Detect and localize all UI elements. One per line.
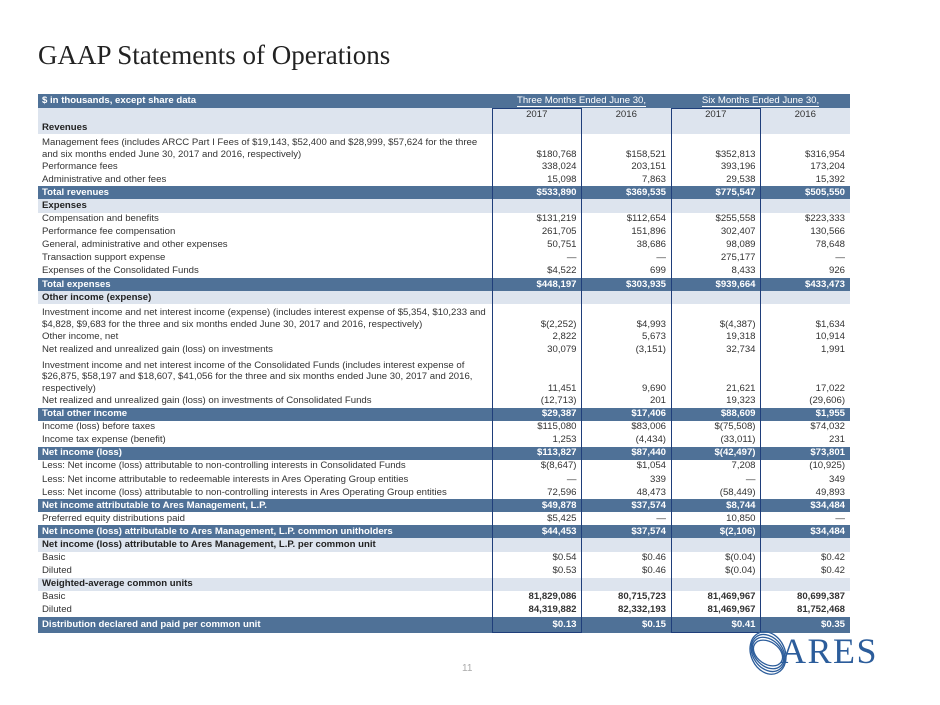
table-row <box>38 604 850 617</box>
row-value: $(0.04) <box>725 552 756 564</box>
row-label: Weighted-average common units <box>38 578 492 591</box>
row-value: $0.53 <box>552 565 577 577</box>
row-value: 349 <box>829 473 846 485</box>
row-value: 339 <box>650 473 667 485</box>
row-value: $34,484 <box>761 525 851 538</box>
row-value <box>671 199 761 212</box>
row-value: $0.46 <box>642 552 667 564</box>
table-row <box>38 278 850 291</box>
row-label: Basic <box>42 591 66 603</box>
table-row <box>38 473 850 486</box>
table-row <box>38 213 850 226</box>
table-row <box>38 356 850 394</box>
table-row <box>38 394 850 407</box>
row-value: 30,079 <box>547 343 577 355</box>
row-value: $0.42 <box>821 565 846 577</box>
row-value: 98,089 <box>726 239 756 251</box>
table-row <box>38 186 850 199</box>
row-value: $112,654 <box>626 213 667 225</box>
row-value: 32,734 <box>726 343 756 355</box>
table-row <box>38 565 850 578</box>
row-label: Transaction support expense <box>42 252 166 264</box>
table-row <box>38 512 850 525</box>
row-value: $533,890 <box>492 186 582 199</box>
row-value <box>761 199 851 212</box>
row-value: $29,387 <box>492 408 582 421</box>
row-label: Compensation and benefits <box>42 213 159 225</box>
table-row <box>38 617 850 633</box>
row-label: Revenues <box>38 121 492 134</box>
row-value: $0.46 <box>642 565 667 577</box>
row-label: Expenses <box>38 199 492 212</box>
row-value: $73,801 <box>761 447 851 460</box>
row-value: — <box>745 473 756 485</box>
row-value: $5,425 <box>547 512 577 524</box>
row-value: $(0.04) <box>725 565 756 577</box>
header-six-months-label: Six Months Ended June 30, <box>701 95 820 106</box>
row-value: 78,648 <box>815 239 846 251</box>
year-header: 2016 <box>582 108 672 121</box>
row-value: $255,558 <box>715 213 756 225</box>
row-label: Less: Net income (loss) attributable to non-controlling interests in Consolidated Funds <box>42 460 406 472</box>
row-value: $0.42 <box>821 552 846 564</box>
table-row <box>38 252 850 265</box>
row-value: $17,406 <box>582 408 672 421</box>
row-value: 926 <box>829 265 846 277</box>
table-row <box>38 134 850 160</box>
row-value: (29,606) <box>809 394 846 406</box>
row-value: — <box>835 512 846 524</box>
row-value: $433,473 <box>761 278 851 291</box>
row-value: $74,032 <box>810 421 846 433</box>
statements-table <box>38 94 850 633</box>
row-label: Net income (loss) <box>38 447 492 460</box>
row-label: Total revenues <box>38 186 492 199</box>
row-value: $113,827 <box>492 447 582 460</box>
row-value: (3,151) <box>635 343 667 355</box>
row-value: $4,522 <box>547 265 577 277</box>
row-value: 10,850 <box>726 512 756 524</box>
table-row <box>38 552 850 565</box>
row-value: $1,634 <box>815 318 846 330</box>
row-value: $115,080 <box>537 421 577 433</box>
row-value: 203,151 <box>631 160 667 172</box>
row-value <box>492 291 582 304</box>
row-value: $180,768 <box>536 148 577 160</box>
row-value: 7,208 <box>731 460 756 472</box>
row-label: Total other income <box>38 408 492 421</box>
row-value: 80,715,723 <box>618 591 667 603</box>
row-value: 19,323 <box>726 394 756 406</box>
row-label: Performance fee compensation <box>42 226 176 238</box>
table-row <box>38 434 850 447</box>
row-value: 11,451 <box>547 382 577 394</box>
row-label: Diluted <box>42 565 72 577</box>
row-value: 302,407 <box>720 226 756 238</box>
table-year-row <box>38 108 850 121</box>
row-label: Total expenses <box>38 278 492 291</box>
row-value: $37,574 <box>582 525 672 538</box>
row-value: $316,954 <box>805 148 846 160</box>
row-label: General, administrative and other expenses <box>42 239 228 251</box>
row-label: Basic <box>42 552 66 564</box>
row-label: Investment income and net interest income (expense) (includes interest expense of $5,354, $10,233 and $4,828, $9,683 for the three and six months ended June 30, 2017 and 2016, respectively) <box>42 307 486 330</box>
row-value: $(42,497) <box>671 447 761 460</box>
row-value: — <box>835 252 846 264</box>
row-value: 231 <box>829 434 846 446</box>
row-value: 80,699,387 <box>797 591 846 603</box>
table-row <box>38 408 850 421</box>
row-value: $(4,387) <box>719 318 756 330</box>
row-value: 84,319,882 <box>528 604 577 616</box>
row-value: — <box>656 512 667 524</box>
row-value: 275,177 <box>720 252 756 264</box>
row-value: $0.35 <box>761 617 851 633</box>
row-value: (10,925) <box>809 460 846 472</box>
row-value: $8,744 <box>671 499 761 512</box>
row-value: 72,596 <box>547 486 577 498</box>
row-value: 7,863 <box>642 173 667 185</box>
row-value: 15,392 <box>815 173 846 185</box>
row-value <box>671 121 761 134</box>
row-value <box>492 538 582 551</box>
row-value <box>582 291 672 304</box>
row-label: Distribution declared and paid per common unit <box>38 617 492 633</box>
row-value: $44,453 <box>492 525 582 538</box>
row-label: Management fees (includes ARCC Part I Fees of $19,143, $52,400 and $28,999, $57,624 for the three and six months ended June 30, 2017 and 2016, respectively) <box>42 137 478 160</box>
row-value: $1,054 <box>636 460 667 472</box>
table-row <box>38 460 850 473</box>
row-label: Income (loss) before taxes <box>42 421 156 433</box>
table-row <box>38 447 850 460</box>
row-value: 338,024 <box>541 160 577 172</box>
table-row <box>38 199 850 212</box>
logo-wordmark: ARES <box>780 631 879 671</box>
row-value: $775,547 <box>671 186 761 199</box>
row-value <box>671 538 761 551</box>
row-value: 10,914 <box>815 330 846 342</box>
row-value: $(8,647) <box>540 460 577 472</box>
row-value: $88,609 <box>671 408 761 421</box>
year-row-spacer <box>38 108 492 121</box>
row-value: 17,022 <box>815 382 846 394</box>
row-value: $49,878 <box>492 499 582 512</box>
row-value: 151,896 <box>631 226 667 238</box>
row-value: $448,197 <box>492 278 582 291</box>
table-row <box>38 226 850 239</box>
row-value: $(75,508) <box>714 421 756 433</box>
row-value: 8,433 <box>731 265 756 277</box>
row-value: $369,535 <box>582 186 672 199</box>
row-value <box>761 538 851 551</box>
table-row <box>38 591 850 604</box>
table-row <box>38 173 850 186</box>
row-label: Investment income and net interest income of the Consolidated Funds (includes interest expense of $26,875, $58,197 and $18,607, $41,056 for the three and six months ended June 30, 2017 and 2016, respectively) <box>42 359 473 394</box>
row-label: Diluted <box>42 604 72 616</box>
table-header-row <box>38 94 850 108</box>
row-value: 15,098 <box>547 173 577 185</box>
row-label: Expenses of the Consolidated Funds <box>42 265 199 277</box>
row-value: $223,333 <box>805 213 846 225</box>
row-value: $37,574 <box>582 499 672 512</box>
row-value <box>582 199 672 212</box>
table-row <box>38 304 850 330</box>
row-value: (4,434) <box>635 434 667 446</box>
row-value: (33,011) <box>720 434 756 446</box>
row-value: $(2,252) <box>540 318 577 330</box>
row-value <box>761 291 851 304</box>
row-label: Net realized and unrealized gain (loss) on investments <box>42 343 273 355</box>
header-three-months <box>492 94 671 108</box>
row-value: $34,484 <box>761 499 851 512</box>
table-row <box>38 499 850 512</box>
table-row <box>38 330 850 343</box>
row-label: Net income (loss) attributable to Ares Management, L.P. common unitholders <box>38 525 492 538</box>
table-row <box>38 486 850 499</box>
header-units-label: $ in thousands, except share data <box>38 94 492 108</box>
row-value: 82,332,193 <box>618 604 667 616</box>
row-value: 5,673 <box>642 330 667 342</box>
row-value: 173,204 <box>810 160 846 172</box>
row-value: 50,751 <box>547 239 577 251</box>
row-label: Administrative and other fees <box>42 173 167 185</box>
row-value: 21,621 <box>726 382 756 394</box>
row-value: 38,686 <box>636 239 667 251</box>
row-value: $158,521 <box>626 148 667 160</box>
row-value <box>671 578 761 591</box>
row-value: $83,006 <box>631 421 667 433</box>
row-label: Other income (expense) <box>38 291 492 304</box>
row-value: — <box>566 252 577 264</box>
row-value: $0.41 <box>671 617 761 633</box>
row-value <box>582 121 672 134</box>
row-value: 1,991 <box>821 343 846 355</box>
table-row <box>38 525 850 538</box>
row-value: 201 <box>650 394 667 406</box>
row-value: $4,993 <box>636 318 667 330</box>
row-label: Preferred equity distributions paid <box>42 512 185 524</box>
table-row <box>38 160 850 173</box>
row-label: Net income (loss) attributable to Ares Management, L.P. per common unit <box>38 538 492 551</box>
row-value <box>761 121 851 134</box>
table-row <box>38 291 850 304</box>
row-label: Net realized and unrealized gain (loss) on investments of Consolidated Funds <box>42 394 372 406</box>
row-value: 699 <box>650 265 667 277</box>
row-value <box>671 291 761 304</box>
row-label: Less: Net income (loss) attributable to non-controlling interests in Ares Operating Group entities <box>42 486 447 498</box>
statements-table-wrapper <box>38 94 850 633</box>
row-value <box>492 578 582 591</box>
row-value: — <box>566 473 577 485</box>
header-six-months <box>671 94 850 108</box>
row-value: 2,822 <box>552 330 577 342</box>
row-value: $131,219 <box>536 213 577 225</box>
row-label: Net income attributable to Ares Management, L.P. <box>38 499 492 512</box>
table-row <box>38 239 850 252</box>
row-value: $505,550 <box>761 186 851 199</box>
row-value: 130,566 <box>810 226 846 238</box>
row-value: 29,538 <box>726 173 756 185</box>
row-value <box>492 121 582 134</box>
row-label: Less: Net income attributable to redeemable interests in Ares Operating Group entities <box>42 473 409 485</box>
header-three-months-label: Three Months Ended June 30, <box>516 95 647 106</box>
row-value: 81,469,967 <box>707 604 756 616</box>
row-value: (12,713) <box>540 394 577 406</box>
row-value: $0.15 <box>582 617 672 633</box>
row-value: $87,440 <box>582 447 672 460</box>
row-value: 81,752,468 <box>797 604 846 616</box>
table-row <box>38 265 850 278</box>
row-value: $1,955 <box>761 408 851 421</box>
row-value: $0.54 <box>552 552 577 564</box>
row-value <box>582 578 672 591</box>
row-value <box>582 538 672 551</box>
year-header: 2017 <box>492 108 582 121</box>
row-value: 49,893 <box>815 486 846 498</box>
row-label: Income tax expense (benefit) <box>42 434 166 446</box>
row-value: $0.13 <box>492 617 582 633</box>
row-value: $303,935 <box>582 278 672 291</box>
year-header: 2017 <box>671 108 761 121</box>
row-value: 1,253 <box>552 434 577 446</box>
page-title: GAAP Statements of Operations <box>38 40 391 70</box>
row-label: Other income, net <box>42 330 119 342</box>
row-value: 393,196 <box>720 160 756 172</box>
row-value: 261,705 <box>541 226 577 238</box>
row-value: 81,469,967 <box>707 591 756 603</box>
row-value: 9,690 <box>642 382 667 394</box>
row-value: $(2,106) <box>671 525 761 538</box>
table-row <box>38 578 850 591</box>
row-value: 48,473 <box>636 486 667 498</box>
row-value: — <box>656 252 667 264</box>
row-value <box>761 578 851 591</box>
table-row <box>38 121 850 134</box>
row-value: (58,449) <box>719 486 756 498</box>
row-value <box>492 199 582 212</box>
row-value: 19,318 <box>726 330 756 342</box>
row-label: Performance fees <box>42 160 118 172</box>
page-number: 11 <box>462 663 473 674</box>
year-header: 2016 <box>761 108 851 121</box>
row-value: 81,829,086 <box>528 591 577 603</box>
table-row <box>38 538 850 551</box>
row-value: $352,813 <box>715 148 756 160</box>
row-value: $939,664 <box>671 278 761 291</box>
table-row <box>38 343 850 356</box>
table-row <box>38 421 850 434</box>
